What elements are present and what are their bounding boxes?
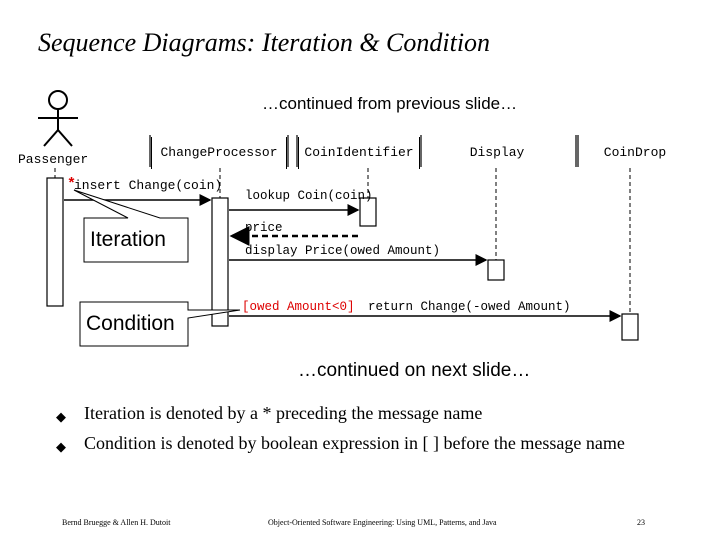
actor-label: Passenger bbox=[18, 152, 89, 167]
price-label: price bbox=[245, 221, 283, 235]
passenger-actor-icon bbox=[38, 91, 78, 146]
condition-guard-label: [owed Amount<0] bbox=[242, 300, 355, 314]
footer-page-number: 23 bbox=[637, 518, 645, 527]
footer-author: Bernd Bruegge & Allen H. Dutoit bbox=[62, 518, 171, 527]
footer-book-title: Object-Oriented Software Engineering: Using UML, Patterns, and Java bbox=[268, 518, 497, 527]
object-coindrop: CoinDrop bbox=[603, 145, 667, 160]
continued-next-note: …continued on next slide… bbox=[298, 360, 531, 381]
bullet-diamond-icon: ◆ bbox=[56, 409, 66, 424]
lookup-coin-label: lookup Coin(coin) bbox=[245, 189, 373, 203]
return-change-label: return Change(-owed Amount) bbox=[368, 300, 571, 314]
display-price-label: display Price(owed Amount) bbox=[245, 244, 441, 258]
object-coinidentifier: CoinIdentifier bbox=[298, 137, 420, 169]
bullet-item: ◆ Iteration is denoted by a * preceding the message name bbox=[56, 402, 676, 424]
object-changeprocessor: ChangeProcessor bbox=[151, 137, 287, 169]
display-activation bbox=[488, 260, 504, 280]
continued-previous-note: …continued from previous slide… bbox=[262, 94, 518, 113]
insert-change-label: insert Change(coin) bbox=[74, 178, 223, 193]
bullet-diamond-icon: ◆ bbox=[56, 439, 66, 454]
bullet-item: ◆ Condition is denoted by boolean expression in [ ] before the message name bbox=[56, 432, 676, 454]
passenger-activation bbox=[47, 178, 63, 306]
condition-callout-label: Condition bbox=[86, 312, 175, 335]
slide-title: Sequence Diagrams: Iteration & Condition bbox=[38, 28, 491, 57]
iteration-callout-label: Iteration bbox=[90, 228, 166, 251]
iteration-marker: * bbox=[67, 176, 77, 193]
changeprocessor-activation bbox=[212, 198, 228, 326]
bullet-list bbox=[56, 402, 676, 462]
object-display: Display bbox=[469, 145, 525, 160]
coindrop-activation bbox=[622, 314, 638, 340]
